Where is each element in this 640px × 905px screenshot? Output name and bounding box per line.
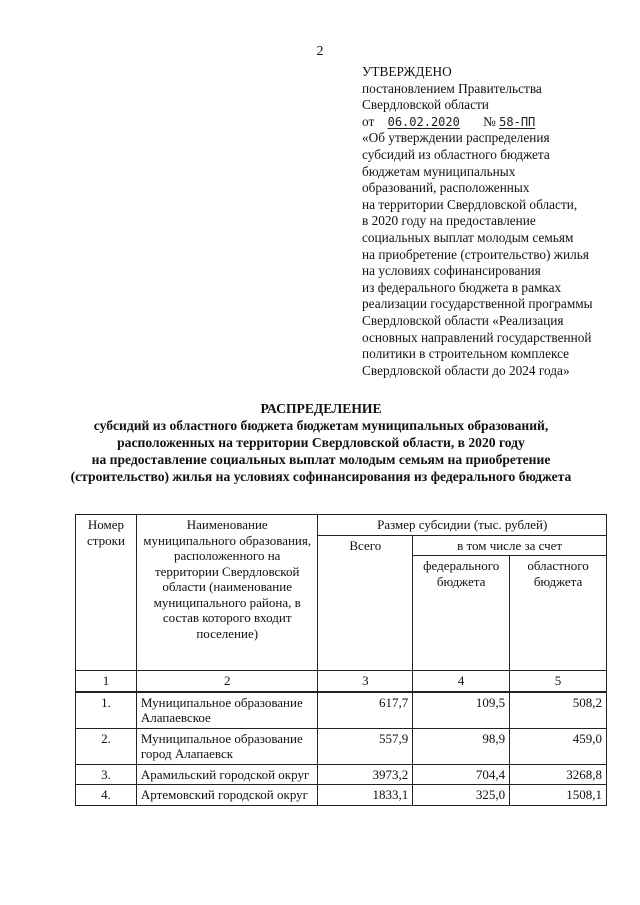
header-federal: федерального бюджета bbox=[413, 556, 510, 671]
approval-desc-line: бюджетам муниципальных bbox=[362, 163, 516, 179]
header-subsidy: Размер субсидии (тыс. рублей) bbox=[318, 515, 607, 536]
approval-desc-line: «Об утверждении распределения bbox=[362, 130, 550, 146]
header-name: Наименование муниципального образования, расположенного на территории Свердловской области (наименование муниципального района, в состав которого входит поселение) bbox=[136, 515, 318, 671]
approval-heading: УТВЕРЖДЕНО bbox=[362, 64, 452, 79]
row-federal: 109,5 bbox=[413, 692, 510, 729]
table-row bbox=[76, 692, 607, 729]
title-line: субсидий из областного бюджета бюджетам муниципальных образований, bbox=[93, 418, 549, 433]
approval-desc-line: социальных выплат молодым семьям bbox=[362, 229, 574, 245]
header-including: в том числе за счет bbox=[413, 535, 607, 556]
approval-desc-line: на территории Свердловской области, bbox=[362, 196, 578, 212]
row-total: 3973,2 bbox=[318, 764, 413, 785]
table-row bbox=[76, 764, 607, 785]
row-total: 557,9 bbox=[318, 728, 413, 764]
approval-desc-line: реализации государственной программы bbox=[362, 296, 593, 312]
title-line: на предоставление социальных выплат молодым семьям на приобретение bbox=[91, 452, 551, 467]
column-number: 3 bbox=[318, 671, 413, 692]
column-number: 2 bbox=[136, 671, 318, 692]
approval-number: 58-ПП bbox=[499, 114, 536, 129]
approval-desc-line: на условиях софинансирования bbox=[362, 263, 541, 279]
row-number: 4. bbox=[76, 785, 137, 806]
row-name: Муниципальное образование город Алапаевск bbox=[136, 728, 318, 764]
column-numbers-row bbox=[76, 671, 607, 692]
document-title bbox=[40, 400, 602, 485]
date-prefix: от bbox=[362, 113, 375, 129]
row-regional: 508,2 bbox=[510, 692, 607, 729]
approval-date-line bbox=[362, 114, 632, 131]
row-name: Артемовский городской округ bbox=[136, 785, 318, 806]
title-line: (строительство) жилья на условиях софинансирования из федерального бюджета bbox=[70, 469, 572, 484]
table-row bbox=[76, 728, 607, 764]
row-name: Муниципальное образование Алапаевское bbox=[136, 692, 318, 729]
row-number: 2. bbox=[76, 728, 137, 764]
row-federal: 98,9 bbox=[413, 728, 510, 764]
title-heading: РАСПРЕДЕЛЕНИЕ bbox=[260, 401, 382, 416]
approval-line: Свердловской области bbox=[362, 97, 489, 113]
row-number: 3. bbox=[76, 764, 137, 785]
page-number: 2 bbox=[316, 44, 324, 59]
approval-desc-line: субсидий из областного бюджета bbox=[362, 146, 550, 162]
row-regional: 1508,1 bbox=[510, 785, 607, 806]
approval-desc-line: на приобретение (строительство) жилья bbox=[362, 246, 589, 262]
title-line: расположенных на территории Свердловской области, в 2020 году bbox=[117, 435, 525, 450]
row-regional: 459,0 bbox=[510, 728, 607, 764]
row-name: Арамильский городской округ bbox=[136, 764, 318, 785]
row-number: 1. bbox=[76, 692, 137, 729]
approval-desc-line: в 2020 году на предоставление bbox=[362, 213, 536, 229]
approval-date: 06.02.2020 bbox=[387, 114, 460, 129]
row-regional: 3268,8 bbox=[510, 764, 607, 785]
approval-desc-line: основных направлений государственной bbox=[362, 329, 592, 345]
header-total: Всего bbox=[318, 535, 413, 671]
column-number: 4 bbox=[413, 671, 510, 692]
approval-desc-line: Свердловской области «Реализация bbox=[362, 312, 564, 328]
header-regional: областного бюджета bbox=[510, 556, 607, 671]
row-total: 617,7 bbox=[318, 692, 413, 729]
approval-desc-line: из федерального бюджета в рамках bbox=[362, 279, 562, 295]
table-row bbox=[76, 785, 607, 806]
row-federal: 704,4 bbox=[413, 764, 510, 785]
header-row-number: Номер строки bbox=[76, 515, 137, 671]
approval-block bbox=[362, 64, 632, 379]
number-prefix: № bbox=[483, 113, 496, 129]
approval-desc-line: политики в строительном комплексе bbox=[362, 346, 570, 362]
row-federal: 325,0 bbox=[413, 785, 510, 806]
approval-line: постановлением Правительства bbox=[362, 80, 542, 96]
approval-desc-line: Свердловской области до 2024 года» bbox=[362, 362, 570, 378]
column-number: 5 bbox=[510, 671, 607, 692]
approval-desc-line: образований, расположенных bbox=[362, 180, 530, 196]
subsidy-table bbox=[75, 514, 607, 806]
row-total: 1833,1 bbox=[318, 785, 413, 806]
column-number: 1 bbox=[76, 671, 137, 692]
